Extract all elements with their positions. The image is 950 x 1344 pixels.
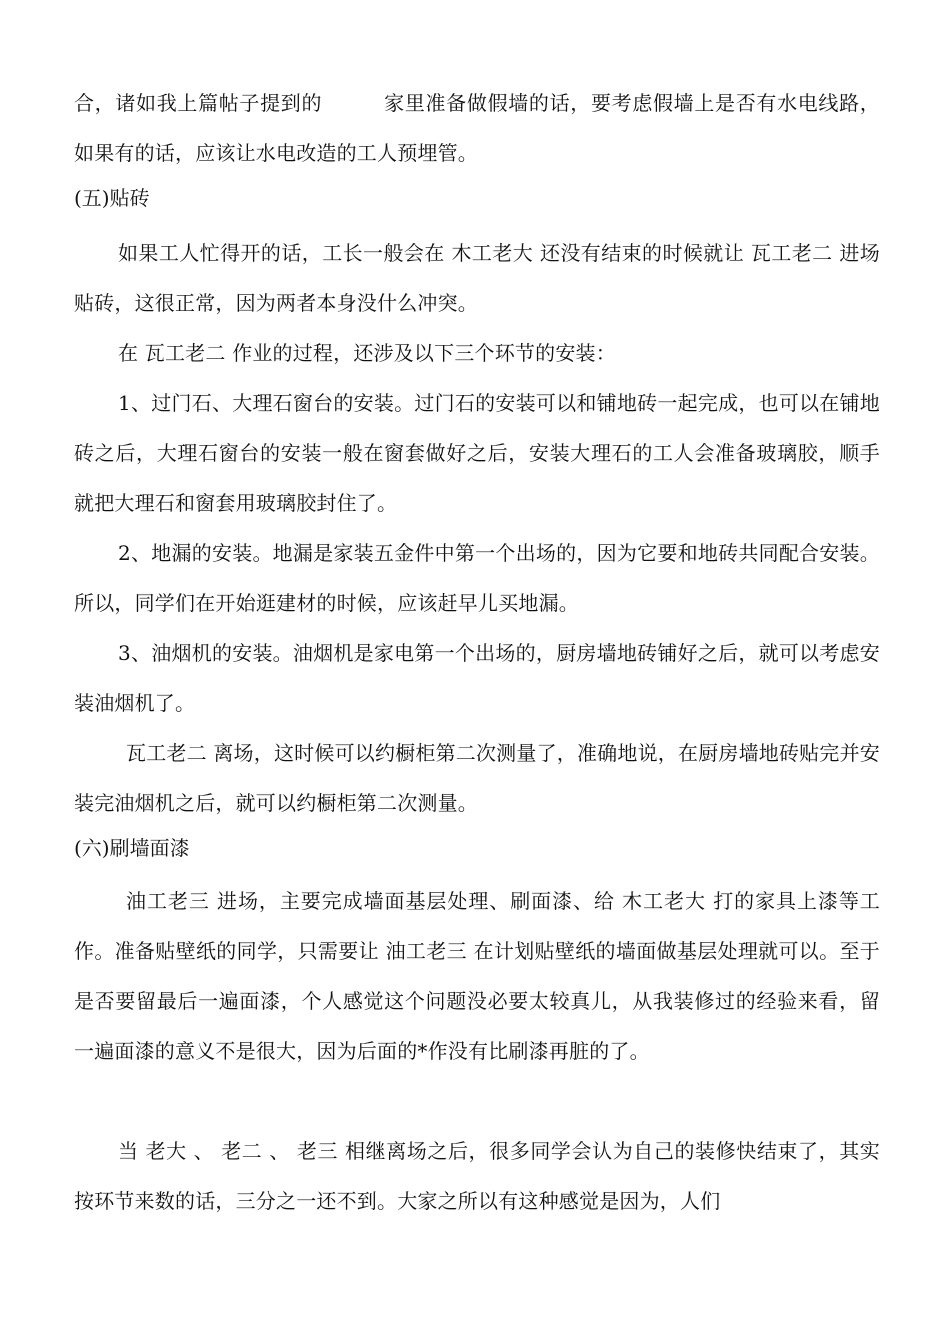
paragraph-item-1: 1、过门石、大理石窗台的安装。过门石的安装可以和铺地砖一起完成，也可以在铺地砖之后，大理石窗台的安装一般在窗套做好之后，安装大理石的工人会准备玻璃胶，顺手就把大理石和窗套用玻璃胶封住了。 (74, 391, 880, 515)
paragraph-item-2: 2、地漏的安装。地漏是家装五金件中第一个出场的，因为它要和地砖共同配合安装。所以，同学们在开始逛建材的时候，应该赶早儿买地漏。 (74, 541, 880, 615)
paragraph-item-3: 3、油烟机的安装。油烟机是家电第一个出场的，厨房墙地砖铺好之后，就可以考虑安装油烟机了。 (74, 641, 880, 715)
section-heading-painting: (六)刷墙面漆 (74, 836, 190, 860)
section-heading-tiling: (五)贴砖 (74, 186, 150, 210)
paragraph-installations-intro: 在 瓦工老二 作业的过程，还涉及以下三个环节的安装： (118, 341, 616, 365)
paragraph-intro: 合，诸如我上篇帖子提到的 家里准备做假墙的话，要考虑假墙上是否有水电线路，如果有的话，应该让水电改造的工人预埋管。 (74, 91, 880, 165)
paragraph-tiling-start: 如果工人忙得开的话，工长一般会在 木工老大 还没有结束的时候就让 瓦工老二 进场贴砖，这很正常，因为两者本身没什么冲突。 (74, 241, 880, 315)
paragraph-painter: 油工老三 进场，主要完成墙面基层处理、刷面漆、给 木工老大 打的家具上漆等工作。准备贴壁纸的同学，只需要让 油工老三 在计划贴壁纸的墙面做基层处理就可以。至于是否要留最后一遍面漆，个人感觉这个问题没必要太较真儿，从我装修过的经验来看，留一遍面漆的意义不是很大，因为后面的*作没有比刷漆再脏的了。 (74, 889, 880, 1063)
paragraph-conclusion: 当 老大 、 老二 、 老三 相继离场之后，很多同学会认为自己的装修快结束了，其实按环节来数的话，三分之一还不到。大家之所以有这种感觉是因为，人们 (74, 1139, 880, 1213)
paragraph-tiler-leaves: 瓦工老二 离场，这时候可以约橱柜第二次测量了，准确地说，在厨房墙地砖贴完并安装完油烟机之后，就可以约橱柜第二次测量。 (74, 741, 880, 815)
